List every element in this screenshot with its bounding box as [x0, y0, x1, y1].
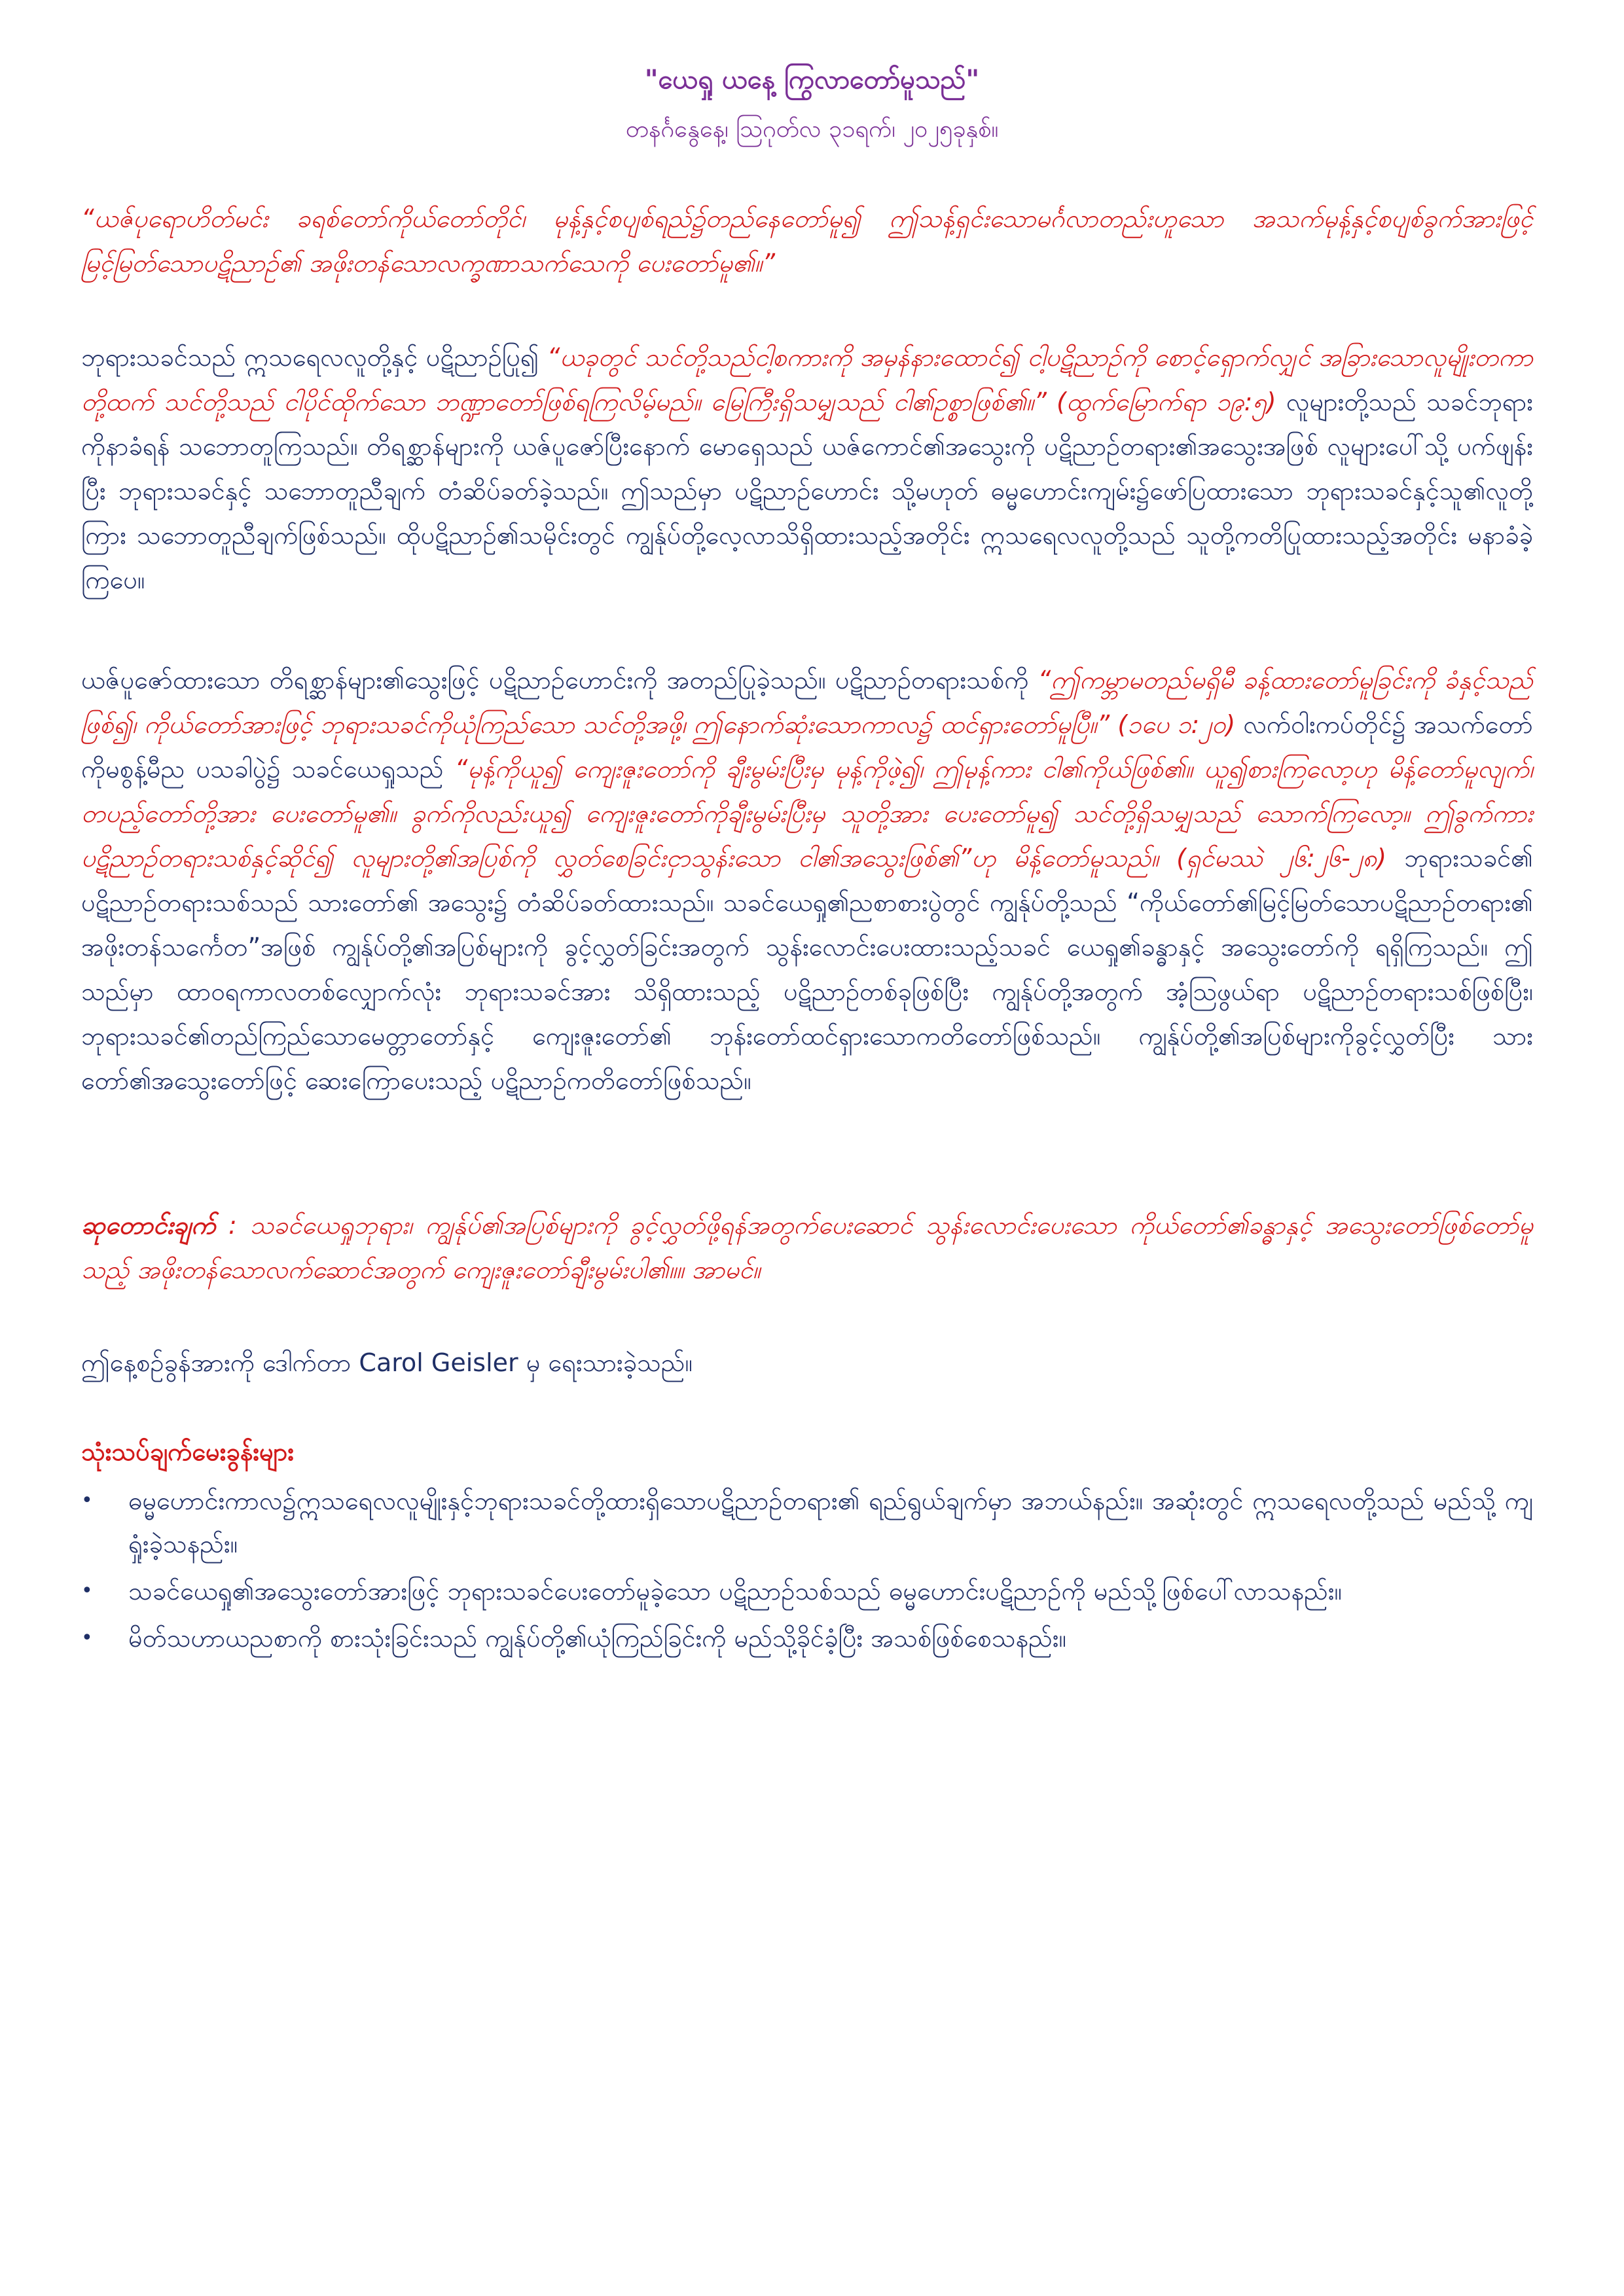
- list-item: [81, 1479, 1533, 1566]
- prayer: [81, 1203, 1533, 1292]
- bullet-icon: •: [81, 1489, 93, 1512]
- opening-verse: “ယဇ်ပုရောဟိတ်မင်း ခရစ်တော်ကိုယ်တော်တိုင်၊ မုန့်နှင့်စပျစ်ရည်၌တည်နေတော်မူ၍ ဤသန့်ရှင်းသောမင်္ဂလာတည်းဟူသော အသက်မုန့်နှင့်စပျစ်ခွက်အားဖြင့် မြင့်မြတ်သောပဋိညာဉ်၏ အဖိုးတန်သောလက္ခဏာသက်သေကို ပေးတော်မူ၏။”: [81, 204, 1533, 278]
- prayer-text: : သခင်ယေရှုဘုရား၊ ကျွန်ုပ်၏အပြစ်များကို ခွင့်လွှတ်ဖို့ရန်အတွက်ပေးဆောင် သွန်းလောင်းပေးသော ကိုယ်တော်၏ခန္ဓာနှင့် အသွေးတော်ဖြစ်တော်မူသည့် အဖိုးတန်သောလက်ဆောင်အတွက် ကျေးဇူးတော်ချီးမွမ်းပါ၏။။ အာမင်။: [81, 1211, 1533, 1284]
- list-item: [81, 1617, 1533, 1660]
- paragraph-text: လူများတို့သည် သခင်ဘုရားကိုနာခံရန် သဘောတူကြသည်။ တိရစ္ဆာန်များကို ယဇ်ပူဇော်ပြီးနောက် မောရှေသည် ယဇ်ကောင်၏အသွေးကို ပဋိညာဉ်တရား၏အသွေးအဖြစ် လူများပေါ်သို့ ပက်ဖျန်းပြီး ဘုရားသခင်နှင့် သဘောတူညီချက် တံဆိပ်ခတ်ခဲ့သည်။ ဤသည်မှာ ပဋိညာဉ်ဟောင်း သို့မဟုတ် ဓမ္မဟောင်းကျမ်း၌ဖော်ပြထားသော ဘုရားသခင်နှင့်သူ၏လူတို့ကြား သဘောတူညီချက်ဖြစ်သည်။ ထိုပဋိညာဉ်၏သမိုင်းတွင် ကျွန်ုပ်တို့လေ့လာသိရှိထားသည့်အတိုင်း ဣသရေလလူတို့သည် သူတို့ကတိပြုထားသည့်အတိုင်း မနာခံခဲ့ကြပေ။: [81, 387, 1534, 594]
- paragraph-new-covenant: [81, 658, 1533, 1103]
- scripture-quote: “ယခုတွင် သင်တို့သည်ငါ့စကားကို အမှန်နားထောင်၍ ငါ့ပဋိညာဉ်ကို စောင့်ရှောက်လျှင် အခြားသောလူမျိုးတကာတို့ထက် သင်တို့သည် ငါပိုင်ထိုက်သော ဘဏ္ဍာတော်ဖြစ်ရကြလိမ့်မည်။ မြေကြီးရှိသမျှသည် ငါ၏ဥစ္စာဖြစ်၏။” (ထွက်မြောက်ရာ ၁၉:၅): [81, 343, 1533, 416]
- question-text: သခင်ယေရှု၏အသွေးတော်အားဖြင့် ဘုရားသခင်ပေးတော်မူခဲ့သော ပဋိညာဉ်သစ်သည် ဓမ္မဟောင်းပဋိညာဉ်ကို မည်သို့ဖြစ်ပေါ်လာသနည်း။: [128, 1577, 1343, 1605]
- paragraph-text: ယဇ်ပူဇော်ထားသော တိရစ္ဆာန်များ၏သွေးဖြင့် ပဋိညာဉ်ဟောင်းကို အတည်ပြုခဲ့သည်။ ပဋိညာဉ်တရားသစ်ကို: [81, 666, 1038, 694]
- question-text: ဓမ္မဟောင်းကာလ၌ဣသရေလလူမျိုးနှင့်ဘုရားသခင်တို့ထားရှိသောပဋိညာဉ်တရား၏ ရည်ရွယ်ချက်မှာ အဘယ်နည်း။ အဆုံးတွင် ဣသရေလတို့သည် မည်သို့ ကျရှုံးခဲ့သနည်း။: [128, 1486, 1533, 1558]
- bullet-icon: •: [81, 1579, 93, 1602]
- paragraph-text: လက်ဝါးကပ်တိုင်၌ အသက်တော်ကိုမစွန့်မီည ပသခါပွဲ၌ သခင်ယေရှုသည်: [81, 710, 1534, 783]
- page-date: တနင်္ဂနွေနေ့၊ ဩဂုတ်လ ၃၁ရက်၊ ၂၀၂၅ခုနှစ်။: [625, 116, 999, 143]
- author-credit: ဤနေ့စဉ်ခွန်အားကို ဒေါက်တာ Carol Geisler မှ ရေးသားခဲ့သည်။: [81, 1348, 693, 1377]
- paragraph-old-covenant: [81, 335, 1533, 602]
- scripture-quote: “မုန့်ကိုယူ၍ ကျေးဇူးတော်ကို ချီးမွမ်းပြီးမှ မုန့်ကိုဖဲ့၍၊ ဤမုန့်ကား ငါ၏ကိုယ်ဖြစ်၏။ ယူ၍စားကြလော့ဟု မိန့်တော်မူလျက်၊ တပည့်တော်တို့အား ပေးတော်မူ၏။ ခွက်ကိုလည်းယူ၍ ကျေးဇူးတော်ကိုချီးမွမ်းပြီးမှ သူတို့အား ပေးတော်မူ၍ သင်တို့ရှိသမျှသည် သောက်ကြလော့။ ဤခွက်ကား ပဋိညာဉ်တရားသစ်နှင့်ဆိုင်၍ လူများတို့၏အပြစ်ကို လွှတ်စေခြင်းငှာသွန်းသော ငါ၏အသွေးဖြစ်၏”ဟု မိန့်တော်မူသည်။ (ရှင်မဿဲ ၂၆:၂၆-၂၈): [81, 755, 1533, 872]
- page-title: "ယေရှု ယနေ့ ကြွလာတော်မူသည်": [644, 65, 980, 95]
- bullet-icon: •: [81, 1626, 93, 1649]
- scripture-quote: “ဤကမ္ဘာမတည်မရှိမီ ခန့်ထားတော်မူခြင်းကို ခံနှင့်သည်ဖြစ်၍၊ ကိုယ်တော်အားဖြင့် ဘုရားသခင်ကိုယုံကြည်သော သင်တို့အဖို့၊ ဤနောက်ဆုံးသောကာလ၌ ထင်ရှားတော်မူပြီ။” (၁ပေ ၁:၂၀): [81, 666, 1533, 739]
- paragraph-text: ဘုရားသခင်သည် ဣသရေလလူတို့နှင့် ပဋိညာဉ်ပြု၍: [81, 343, 547, 372]
- paragraph-text: ဘုရားသခင်၏ ပဋိညာဉ်တရားသစ်သည် သားတော်၏ အသွေး၌ တံဆိပ်ခတ်ထားသည်။ သခင်ယေရှု၏ညစာစားပွဲတွင် ကျွန်ုပ်တို့သည် “ကိုယ်တော်၏မြင့်မြတ်သောပဋိညာဉ်တရား၏ အဖိုးတန်သင်္ကေတ”အဖြစ် ကျွန်ုပ်တို့၏အပြစ်များကို ခွင့်လွှတ်ခြင်းအတွက် သွန်းလောင်းပေးထားသည့်သခင် ယေရှု၏ခန္ဓာနှင့် အသွေးတော်ကို ရရှိကြသည်။ ဤသည်မှာ ထာဝရကာလတစ်လျှောက်လုံး ဘုရားသခင်အား သိရှိထားသည့် ပဋိညာဉ်တစ်ခုဖြစ်ပြီး ကျွန်ုပ်တို့အတွက် အံ့ဩဖွယ်ရာ ပဋိညာဉ်တရားသစ်ဖြစ်ပြီး၊ ဘုရားသခင်၏တည်ကြည်သောမေတ္တာတော်နှင့် ကျေးဇူးတော်၏ ဘုန်းတော်ထင်ရှားသောကတိတော်ဖြစ်သည်။ ကျွန်ုပ်တို့၏အပြစ်များကိုခွင့်လွှတ်ပြီး သားတော်၏အသွေးတော်ဖြင့် ဆေးကြောပေးသည့် ပဋိညာဉ်ကတိတော်ဖြစ်သည်။: [81, 844, 1534, 1095]
- prayer-label: ဆုတောင်းချက်: [81, 1211, 216, 1240]
- list-item: [81, 1570, 1533, 1613]
- questions-heading: သုံးသပ်ချက်မေးခွန်းများ: [81, 1437, 295, 1466]
- question-text: မိတ်သဟာယညစာကို စားသုံးခြင်းသည် ကျွန်ုပ်တို့၏ယုံကြည်ခြင်းကို မည်သို့ခိုင်ခံ့ပြီး အသစ်ဖြစ်စေသနည်း။: [128, 1624, 1067, 1653]
- questions-list: [81, 1479, 1533, 1664]
